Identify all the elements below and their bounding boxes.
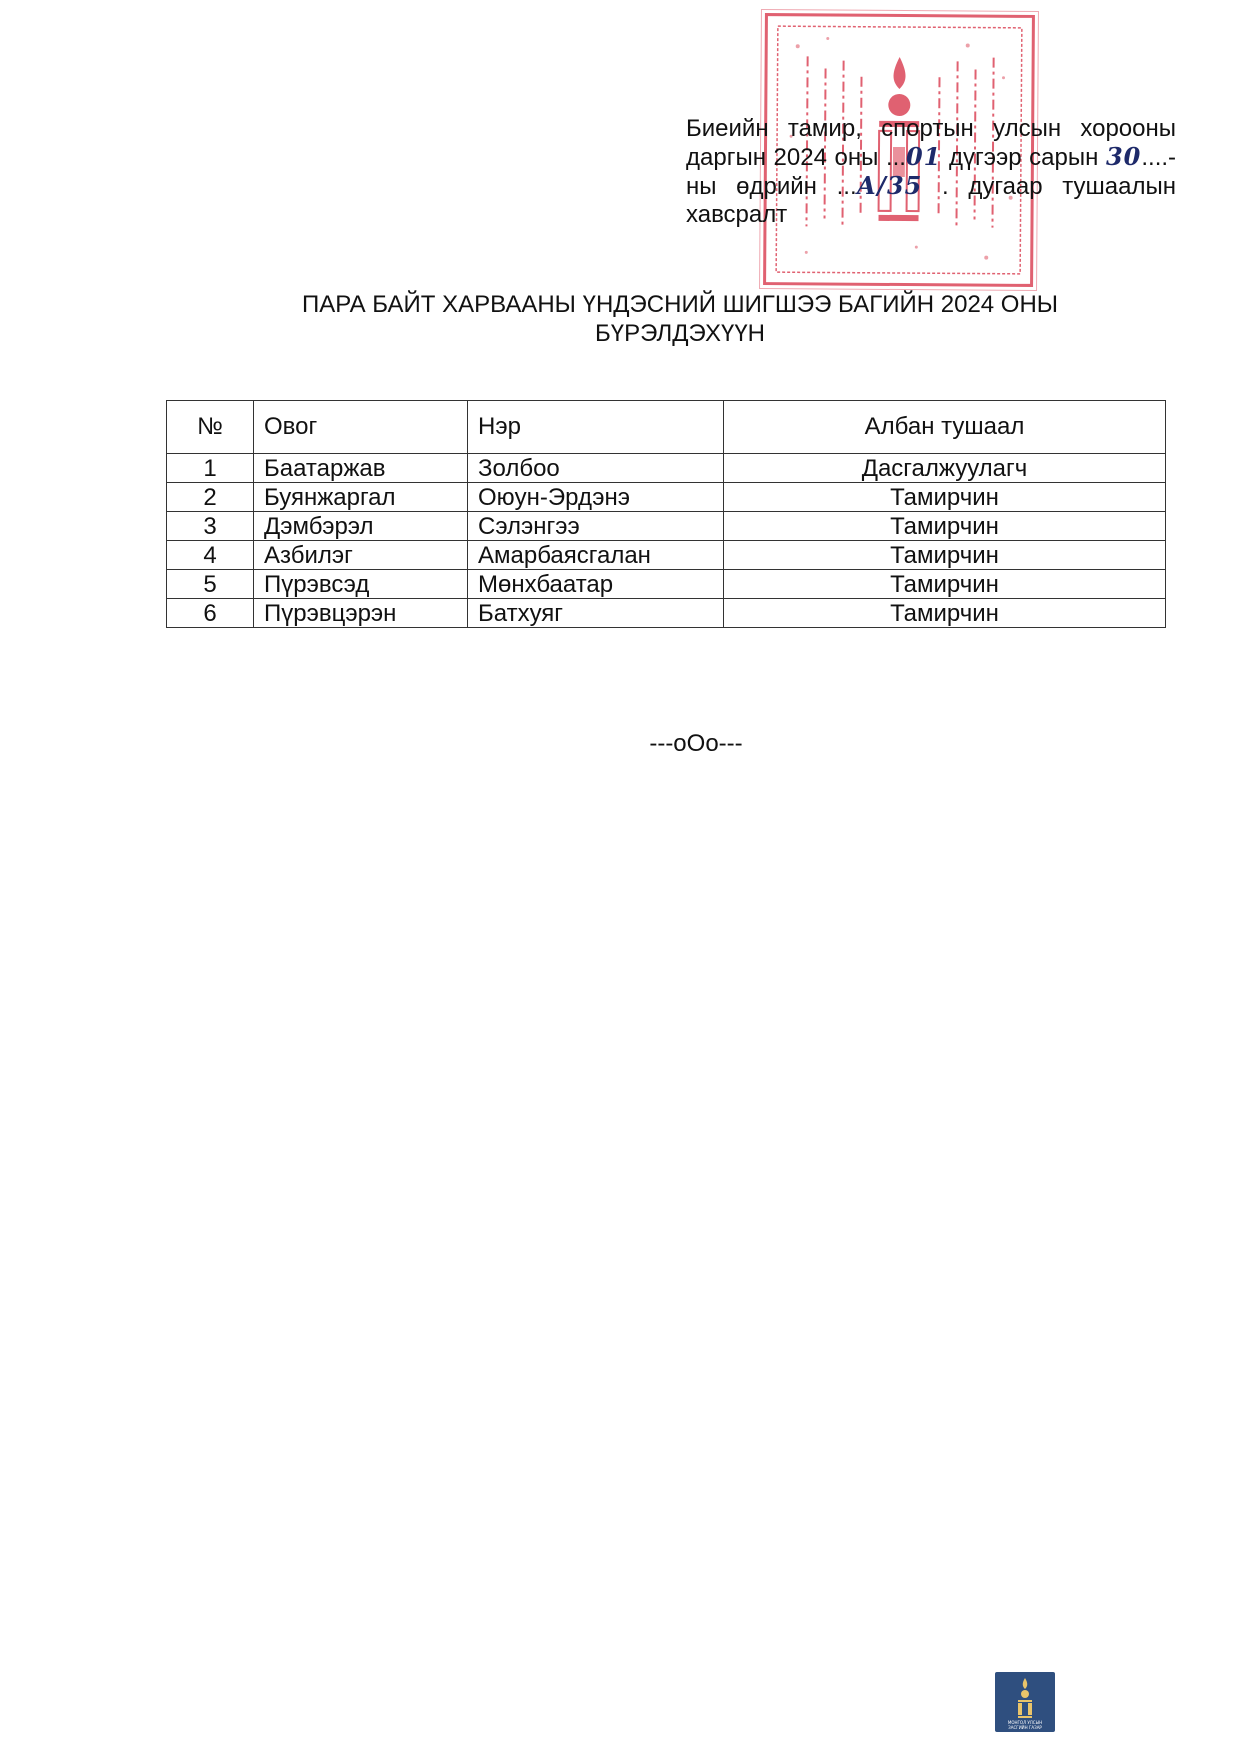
month-dots: ... <box>885 144 906 171</box>
table-row <box>167 512 1166 541</box>
government-emblem-icon <box>995 1672 1055 1732</box>
annex-line-1: Биеийн тамир, спортын улсын хорооны <box>686 115 1176 142</box>
cell-position: Тамирчин <box>724 512 1166 541</box>
day-blank <box>1106 143 1176 172</box>
table-row <box>167 483 1166 512</box>
day-handwritten: 30 <box>1105 142 1142 171</box>
table-header-row <box>167 401 1166 454</box>
end-of-document-mark: ---oOo--- <box>649 730 743 757</box>
cell-name: Батхуяг <box>468 599 724 628</box>
cell-surname: Азбилэг <box>254 541 468 570</box>
cell-number: 3 <box>167 512 254 541</box>
cell-name: Оюун-Эрдэнэ <box>468 483 724 512</box>
cell-surname: Пүрэвцэрэн <box>254 599 468 628</box>
annex-line-2-prefix: даргын 2024 оны <box>686 144 879 171</box>
cell-name: Амарбаясгалан <box>468 541 724 570</box>
annex-line-3-suffix: . дугаар тушаалын <box>942 173 1177 200</box>
cell-name: Мөнхбаатар <box>468 570 724 599</box>
cell-position: Тамирчин <box>724 483 1166 512</box>
annex-reference <box>686 115 1176 229</box>
month-blank <box>886 143 941 172</box>
table-row <box>167 599 1166 628</box>
order-blank <box>837 172 923 201</box>
team-roster-table <box>166 400 1166 628</box>
cell-surname: Баатаржав <box>254 454 468 483</box>
month-handwritten: 01 <box>905 142 942 171</box>
cell-surname: Дэмбэрэл <box>254 512 468 541</box>
annex-line-4: хавсралт <box>686 201 788 228</box>
document-title <box>180 290 1180 348</box>
cell-number: 6 <box>167 599 254 628</box>
cell-name: Сэлэнгээ <box>468 512 724 541</box>
header-position: Албан тушаал <box>724 401 1166 454</box>
cell-surname: Пүрэвсэд <box>254 570 468 599</box>
cell-number: 4 <box>167 541 254 570</box>
annex-line-3 <box>686 172 1176 201</box>
header-surname: Овог <box>254 401 468 454</box>
header-number: № <box>167 401 254 454</box>
logo-text-line-1: МОНГОЛ УЛСЫН <box>1007 1720 1043 1725</box>
cell-number: 1 <box>167 454 254 483</box>
table-row <box>167 570 1166 599</box>
cell-position: Дасгалжуулагч <box>724 454 1166 483</box>
cell-surname: Буянжаргал <box>254 483 468 512</box>
order-handwritten: А/35 <box>856 171 923 200</box>
title-line-1: ПАРА БАЙТ ХАРВААНЫ ҮНДЭСНИЙ ШИГШЭЭ БАГИЙН 2024 ОНЫ <box>301 291 1059 318</box>
cell-number: 2 <box>167 483 254 512</box>
title-line-2: БҮРЭЛДЭХҮҮН <box>594 320 766 347</box>
cell-position: Тамирчин <box>724 599 1166 628</box>
annex-line-2 <box>686 143 1176 172</box>
day-dots: ....- <box>1141 144 1177 171</box>
cell-position: Тамирчин <box>724 570 1166 599</box>
logo-text-line-2: ЗАСГИЙН ГАЗАР <box>1008 1725 1042 1730</box>
cell-number: 5 <box>167 570 254 599</box>
order-dots: ... <box>836 173 857 200</box>
cell-name: Золбоо <box>468 454 724 483</box>
table-row <box>167 541 1166 570</box>
government-logo <box>995 1672 1055 1732</box>
annex-line-3-prefix: ны өдрийн <box>686 173 817 200</box>
annex-line-2-suffix: дүгээр сарын <box>948 144 1099 171</box>
table-row <box>167 454 1166 483</box>
cell-position: Тамирчин <box>724 541 1166 570</box>
header-name: Нэр <box>468 401 724 454</box>
